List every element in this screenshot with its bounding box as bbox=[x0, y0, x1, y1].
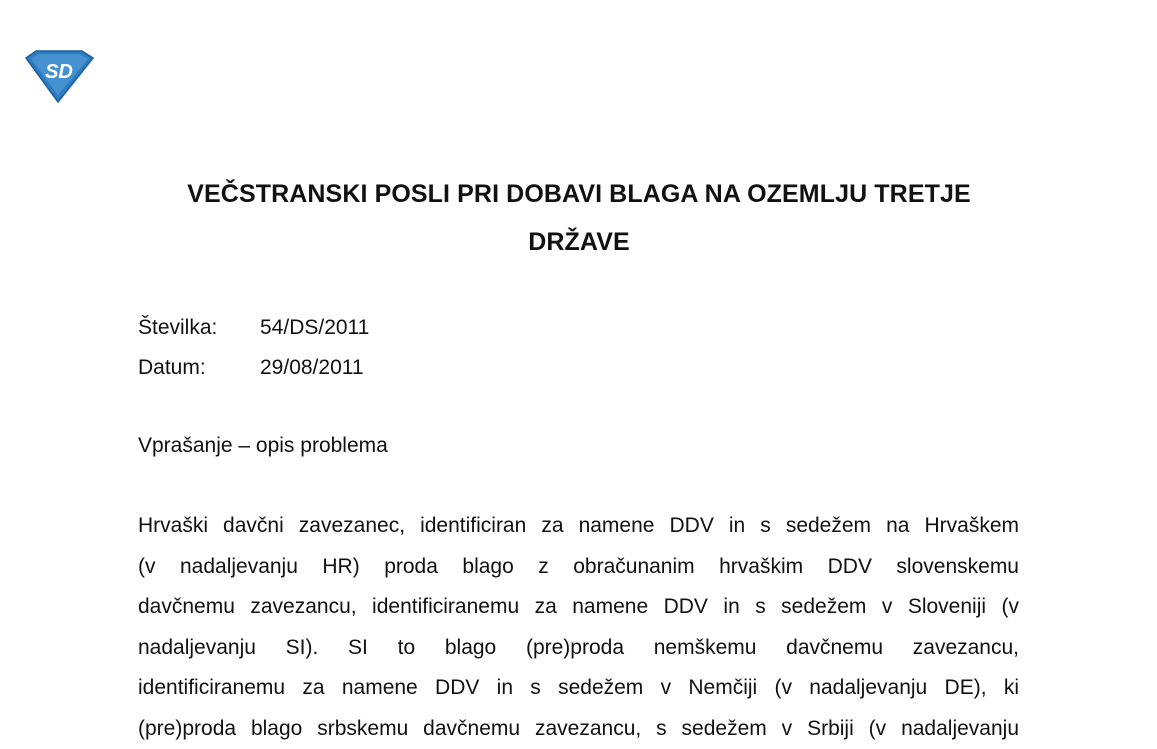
body-line: nadaljevanju SI). SI to blago (pre)proda nemškemu davčnemu zavezancu, bbox=[138, 628, 1019, 669]
sd-shield-logo-icon bbox=[22, 48, 96, 104]
body-line: (v nadaljevanju HR) proda blago z obračunanim hrvaškim DDV slovenskemu bbox=[138, 547, 1019, 588]
body-paragraph bbox=[138, 506, 1019, 749]
body-line: (pre)proda blago srbskemu davčnemu zavezancu, s sedežem v Srbiji (v nadaljevanju bbox=[138, 709, 1019, 749]
meta-label: Datum: bbox=[138, 348, 260, 388]
logo-text: SD bbox=[45, 61, 73, 83]
title-line-1: VEČSTRANSKI POSLI PRI DOBAVI BLAGA NA OZEMLJU TRETJE bbox=[140, 170, 1018, 218]
document-title bbox=[140, 170, 1018, 266]
meta-value: 29/08/2011 bbox=[260, 348, 364, 388]
section-heading: Vprašanje – opis problema bbox=[138, 426, 388, 466]
meta-row-date bbox=[138, 348, 369, 388]
title-line-2: DRŽAVE bbox=[140, 218, 1018, 266]
body-line: Hrvaški davčni zavezanec, identificiran za namene DDV in s sedežem na Hrvaškem bbox=[138, 506, 1019, 547]
meta-label: Številka: bbox=[138, 308, 260, 348]
meta-value: 54/DS/2011 bbox=[260, 308, 369, 348]
body-line: davčnemu zavezancu, identificiranemu za namene DDV in s sedežem v Sloveniji (v bbox=[138, 587, 1019, 628]
body-line: identificiranemu za namene DDV in s sedežem v Nemčiji (v nadaljevanju DE), ki bbox=[138, 668, 1019, 709]
meta-row-number bbox=[138, 308, 369, 348]
document-meta bbox=[138, 308, 369, 388]
